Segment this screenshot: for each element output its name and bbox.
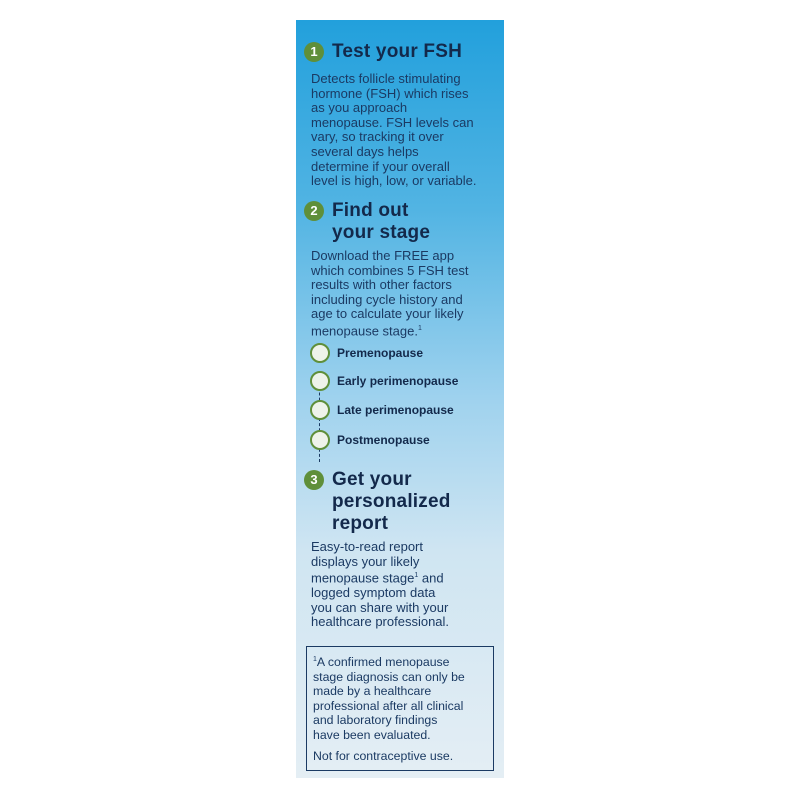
stage-label: Postmenopause: [337, 433, 430, 447]
footnote-mark: 1: [414, 572, 419, 580]
step-number-badge: 1: [304, 42, 324, 62]
step-number-badge: 2: [304, 201, 324, 221]
step-3-body: [311, 540, 503, 630]
step-2-body: [311, 249, 503, 339]
step-2-text: Download the FREE app which combines 5 FSH test results with other factors including cycle history and age to calculate your likely menopause stage.: [311, 248, 469, 339]
disclaimer-box: [306, 646, 494, 771]
package-panel: [296, 20, 504, 778]
stage-label: Late perimenopause: [337, 403, 454, 417]
stage-item: [310, 371, 458, 391]
contraceptive-note: Not for contraceptive use.: [313, 749, 454, 763]
stage-item: [310, 430, 430, 450]
step-3-text: Easy-to-read report displays your likely menopause stage: [311, 539, 423, 586]
disclaimer-body: A confirmed menopause stage diagnosis can only be made by a healthcare professional after all clinical and laboratory findings have been evaluated.: [313, 655, 465, 743]
stage-label: Early perimenopause: [337, 374, 459, 388]
circle-icon: [310, 343, 330, 363]
step-1-heading: Test your FSH: [332, 41, 462, 62]
step-number-badge: 3: [304, 470, 324, 490]
footnote-mark: 1: [417, 324, 422, 332]
footnote-mark: 1: [313, 656, 317, 663]
stage-label: Premenopause: [337, 346, 424, 360]
stage-item: [310, 400, 454, 420]
stage-item: [310, 343, 423, 363]
step-1-body: Detects follicle stimulating hormone (FSH) which rises as you approach menopause. FSH levels can vary, so tracking it over several days helps determine if your overall level is high, low, or variable.: [311, 71, 477, 189]
step-2-heading: Find out your stage: [332, 200, 431, 243]
circle-icon: [310, 371, 330, 391]
circle-icon: [310, 400, 330, 420]
step-3-text: and logged symptom data you can share with your healthcare professional.: [311, 570, 450, 630]
disclaimer-text: [313, 653, 493, 743]
circle-icon: [310, 430, 330, 450]
step-3-heading: Get your personalized report: [332, 469, 451, 534]
